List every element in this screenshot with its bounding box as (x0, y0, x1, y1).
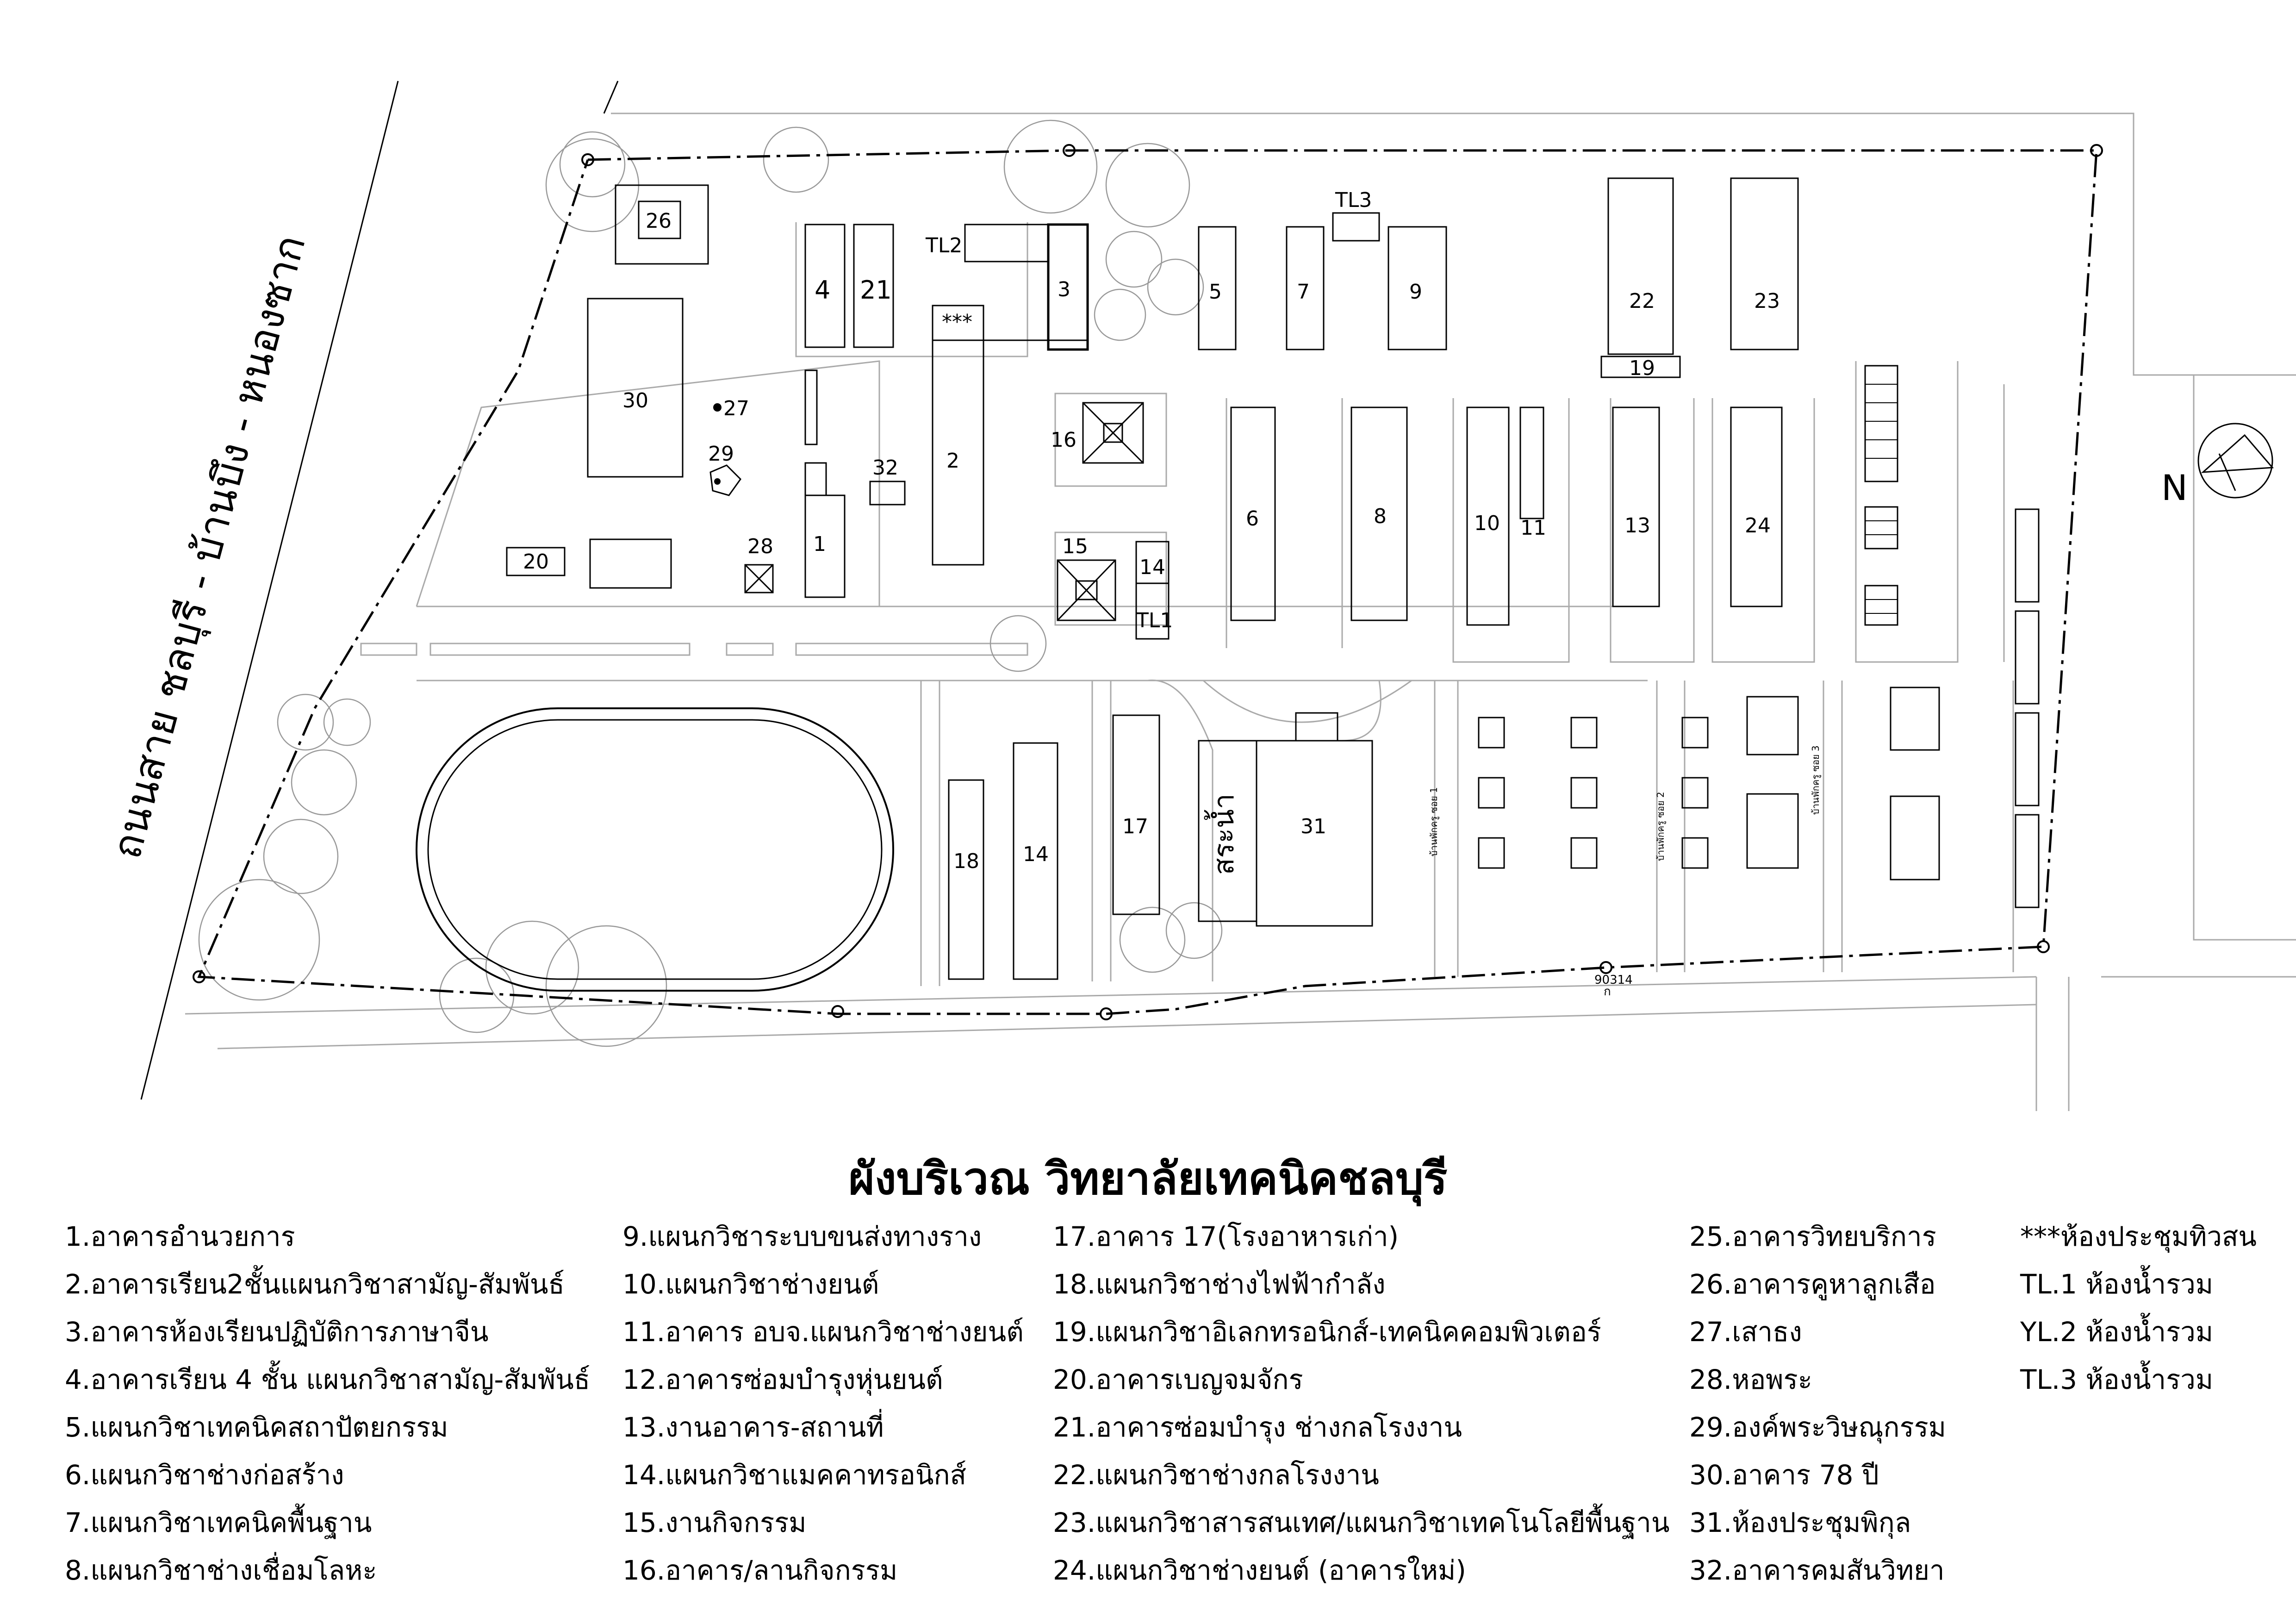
legend-item: 13.งานอาคาร-สถานที่ (622, 1412, 884, 1443)
running-track (417, 708, 893, 991)
building-2-label: 2 (946, 449, 959, 473)
legend-item: 5.แผนกวิชาเทคนิคสถาปัตยกรรม (65, 1412, 448, 1443)
buildings (507, 178, 2039, 979)
building-28-label: 28 (747, 535, 773, 558)
legend-item: 29.องค์พระวิษณุกรรม (1689, 1412, 1946, 1443)
building-5-label: 5 (1209, 280, 1222, 304)
building-6-label: 6 (1246, 507, 1259, 531)
legend-item: 21.อาคารซ่อมบำรุง ช่างกลโรงงาน (1053, 1412, 1462, 1443)
building-23-label: 23 (1754, 289, 1780, 313)
legend-item: 17.อาคาร 17(โรงอาหารเก่า) (1053, 1221, 1399, 1252)
building-unlabeled-a (590, 539, 671, 588)
building-4-label: 4 (815, 275, 831, 305)
legend-column-4 (1689, 1213, 1946, 1594)
building-23 (1731, 178, 1798, 350)
building-22-label: 22 (1629, 289, 1655, 313)
building-11 (1520, 407, 1543, 518)
boundary-markers (193, 145, 2102, 1019)
building-10-label: 10 (1474, 512, 1500, 535)
legend-column-1 (65, 1213, 590, 1594)
building-13 (1613, 407, 1659, 606)
survey-mark-sub: ก (1604, 985, 1611, 999)
building-17-label: 16 (1051, 428, 1076, 452)
legend-item: 20.อาคารเบญจมจักร (1053, 1364, 1303, 1395)
legend-item: 12.อาคารซ่อมบำรุงหุ่นยนต์ (622, 1364, 943, 1395)
legend-item: 9.แผนกวิชาระบบขนส่งทางราง (622, 1221, 982, 1252)
building-3-label: 3 (1058, 278, 1070, 301)
flagpole-marker (713, 403, 722, 412)
building-tl2 (965, 225, 1048, 262)
staff-houses (1479, 687, 1939, 880)
lane-2-label: บ้านพักครู ซอย 2 (1655, 792, 1666, 861)
building-18 (949, 780, 983, 979)
legend-item: 3.อาคารห้องเรียนปฏิบัติการภาษาจีน (65, 1316, 489, 1348)
legend-item: 16.อาคาร/ลานกิจกรรม (622, 1555, 898, 1586)
legend-item: ***ห้องประชุมทิวสน (2020, 1221, 2257, 1252)
building-32-entry (1296, 713, 1338, 741)
building-18-label: 18 (953, 849, 979, 873)
building-1-annex (805, 463, 826, 495)
legend-column-5 (2020, 1213, 2257, 1404)
legend-item: 2.อาคารเรียน2ชั้นแผนกวิชาสามัญ-สัมพันธ์ (65, 1268, 565, 1300)
tl1-label: TL1 (1136, 609, 1173, 632)
building-30 (588, 299, 683, 477)
legend-item: 15.งานกิจกรรม (622, 1507, 807, 1538)
site-roads (185, 113, 2296, 1111)
building-tl3 (1333, 213, 1379, 241)
legend-item: 27.เสาธง (1689, 1316, 1802, 1348)
building-27-label: 27 (723, 397, 749, 420)
building-7-label: 7 (1297, 280, 1310, 304)
tl3-label: TL3 (1335, 188, 1372, 212)
building-24 (1731, 407, 1782, 606)
legend-item: 24.แผนกวิชาช่างยนต์ (อาคารใหม่) (1053, 1555, 1466, 1586)
legend-item: 25.อาคารวิทยบริการ (1689, 1221, 1936, 1252)
building-25-label: 21 (860, 275, 892, 305)
legend-item: 30.อาคาร 78 ปี (1689, 1459, 1879, 1491)
legend-item: 7.แผนกวิชาเทคนิคพื้นฐาน (65, 1507, 372, 1538)
legend-item: YL.2 ห้องน้ำรวม (2020, 1316, 2214, 1348)
legend-item: 31.ห้องประชุมพิกุล (1689, 1507, 1911, 1538)
legend-item: 28.หอพระ (1689, 1364, 1812, 1395)
legend-item: 18.แผนกวิชาช่างไฟฟ้ากำลัง (1053, 1268, 1386, 1300)
building-15-label: 14 (1139, 556, 1165, 579)
building-26-label: 26 (646, 209, 672, 233)
building-24-label: 24 (1745, 514, 1771, 537)
tl2-label: TL2 (926, 234, 963, 257)
building-31 (870, 481, 905, 505)
legend-item: 22.แผนกวิชาช่างกลโรงงาน (1053, 1459, 1379, 1491)
building-20-label: 20 (523, 550, 549, 574)
building-31-label: 32 (872, 456, 898, 480)
staircase-blocks (1865, 366, 1898, 625)
building-1-small (805, 370, 817, 444)
building-32-label: 31 (1300, 815, 1326, 838)
legend-item: 26.อาคารคูหาลูกเสือ (1689, 1268, 1936, 1300)
building-9-label: 9 (1409, 280, 1422, 304)
building-29-label: 29 (708, 442, 734, 466)
legend-item: 11.อาคาร อบจ.แผนกวิชาช่างยนต์ (622, 1316, 1024, 1348)
building-21-label: 19 (1629, 356, 1655, 380)
legend-item: 6.แผนกวิชาช่างก่อสร้าง (65, 1459, 344, 1491)
star-label: *** (942, 310, 972, 334)
lane-3-label: บ้านพักครู ซอย 3 (1810, 745, 1821, 815)
building-14-label: 14 (1023, 843, 1049, 866)
legend-item: 19.แผนกวิชาอิเลกทรอนิกส์-เทคนิคคอมพิวเตอร์ (1053, 1316, 1601, 1348)
lane-1-label: บ้านพักครู ซอย 1 (1428, 787, 1439, 856)
building-19-label: 17 (1122, 815, 1148, 838)
legend-item: 10.แผนกวิชาช่างยนต์ (622, 1268, 879, 1300)
road-name-label: ถนนสาย ชลบุรี - บ้านบึง - หนองซาก (102, 230, 315, 864)
survey-mark-label: 90314 (1594, 973, 1633, 987)
property-boundary (199, 150, 2097, 1014)
pool-label: สระน้ำ (1208, 793, 1240, 875)
building-1-label: 1 (813, 532, 826, 556)
building-13-label: 13 (1624, 514, 1650, 537)
north-label: N (2161, 467, 2188, 508)
east-edge-blocks (2016, 509, 2039, 907)
building-30-label: 30 (622, 389, 648, 412)
building-11-label: 11 (1520, 516, 1546, 540)
legend-item: 4.อาคารเรียน 4 ชั้น แผนกวิชาสามัญ-สัมพันธ์ (65, 1364, 591, 1395)
legend-item: 14.แผนกวิชาแมคคาทรอนิกส์ (622, 1459, 967, 1491)
legend-item: 8.แผนกวิชาช่างเชื่อมโลหะ (65, 1555, 377, 1586)
legend-item: TL.1 ห้องน้ำรวม (2020, 1268, 2214, 1300)
legend-item: TL.3 ห้องน้ำรวม (2020, 1364, 2214, 1395)
legend-item: 23.แผนกวิชาสารสนเทศ/แผนกวิชาเทคโนโลยีพื้นฐาน (1053, 1507, 1670, 1538)
building-8-label: 8 (1374, 505, 1387, 528)
legend-item: 32.อาคารคมสันวิทยา (1689, 1555, 1945, 1586)
building-22 (1608, 178, 1673, 354)
building-16-label: 15 (1062, 535, 1088, 558)
page-title: ผังบริเวณ วิทยาลัยเทคนิคชลบุรี (848, 1153, 1448, 1205)
north-arrow-icon (2198, 424, 2272, 498)
legend-item: 1.อาคารอำนวยการ (65, 1221, 295, 1252)
legend-column-2 (622, 1213, 1024, 1594)
legend-column-3 (1053, 1213, 1670, 1594)
